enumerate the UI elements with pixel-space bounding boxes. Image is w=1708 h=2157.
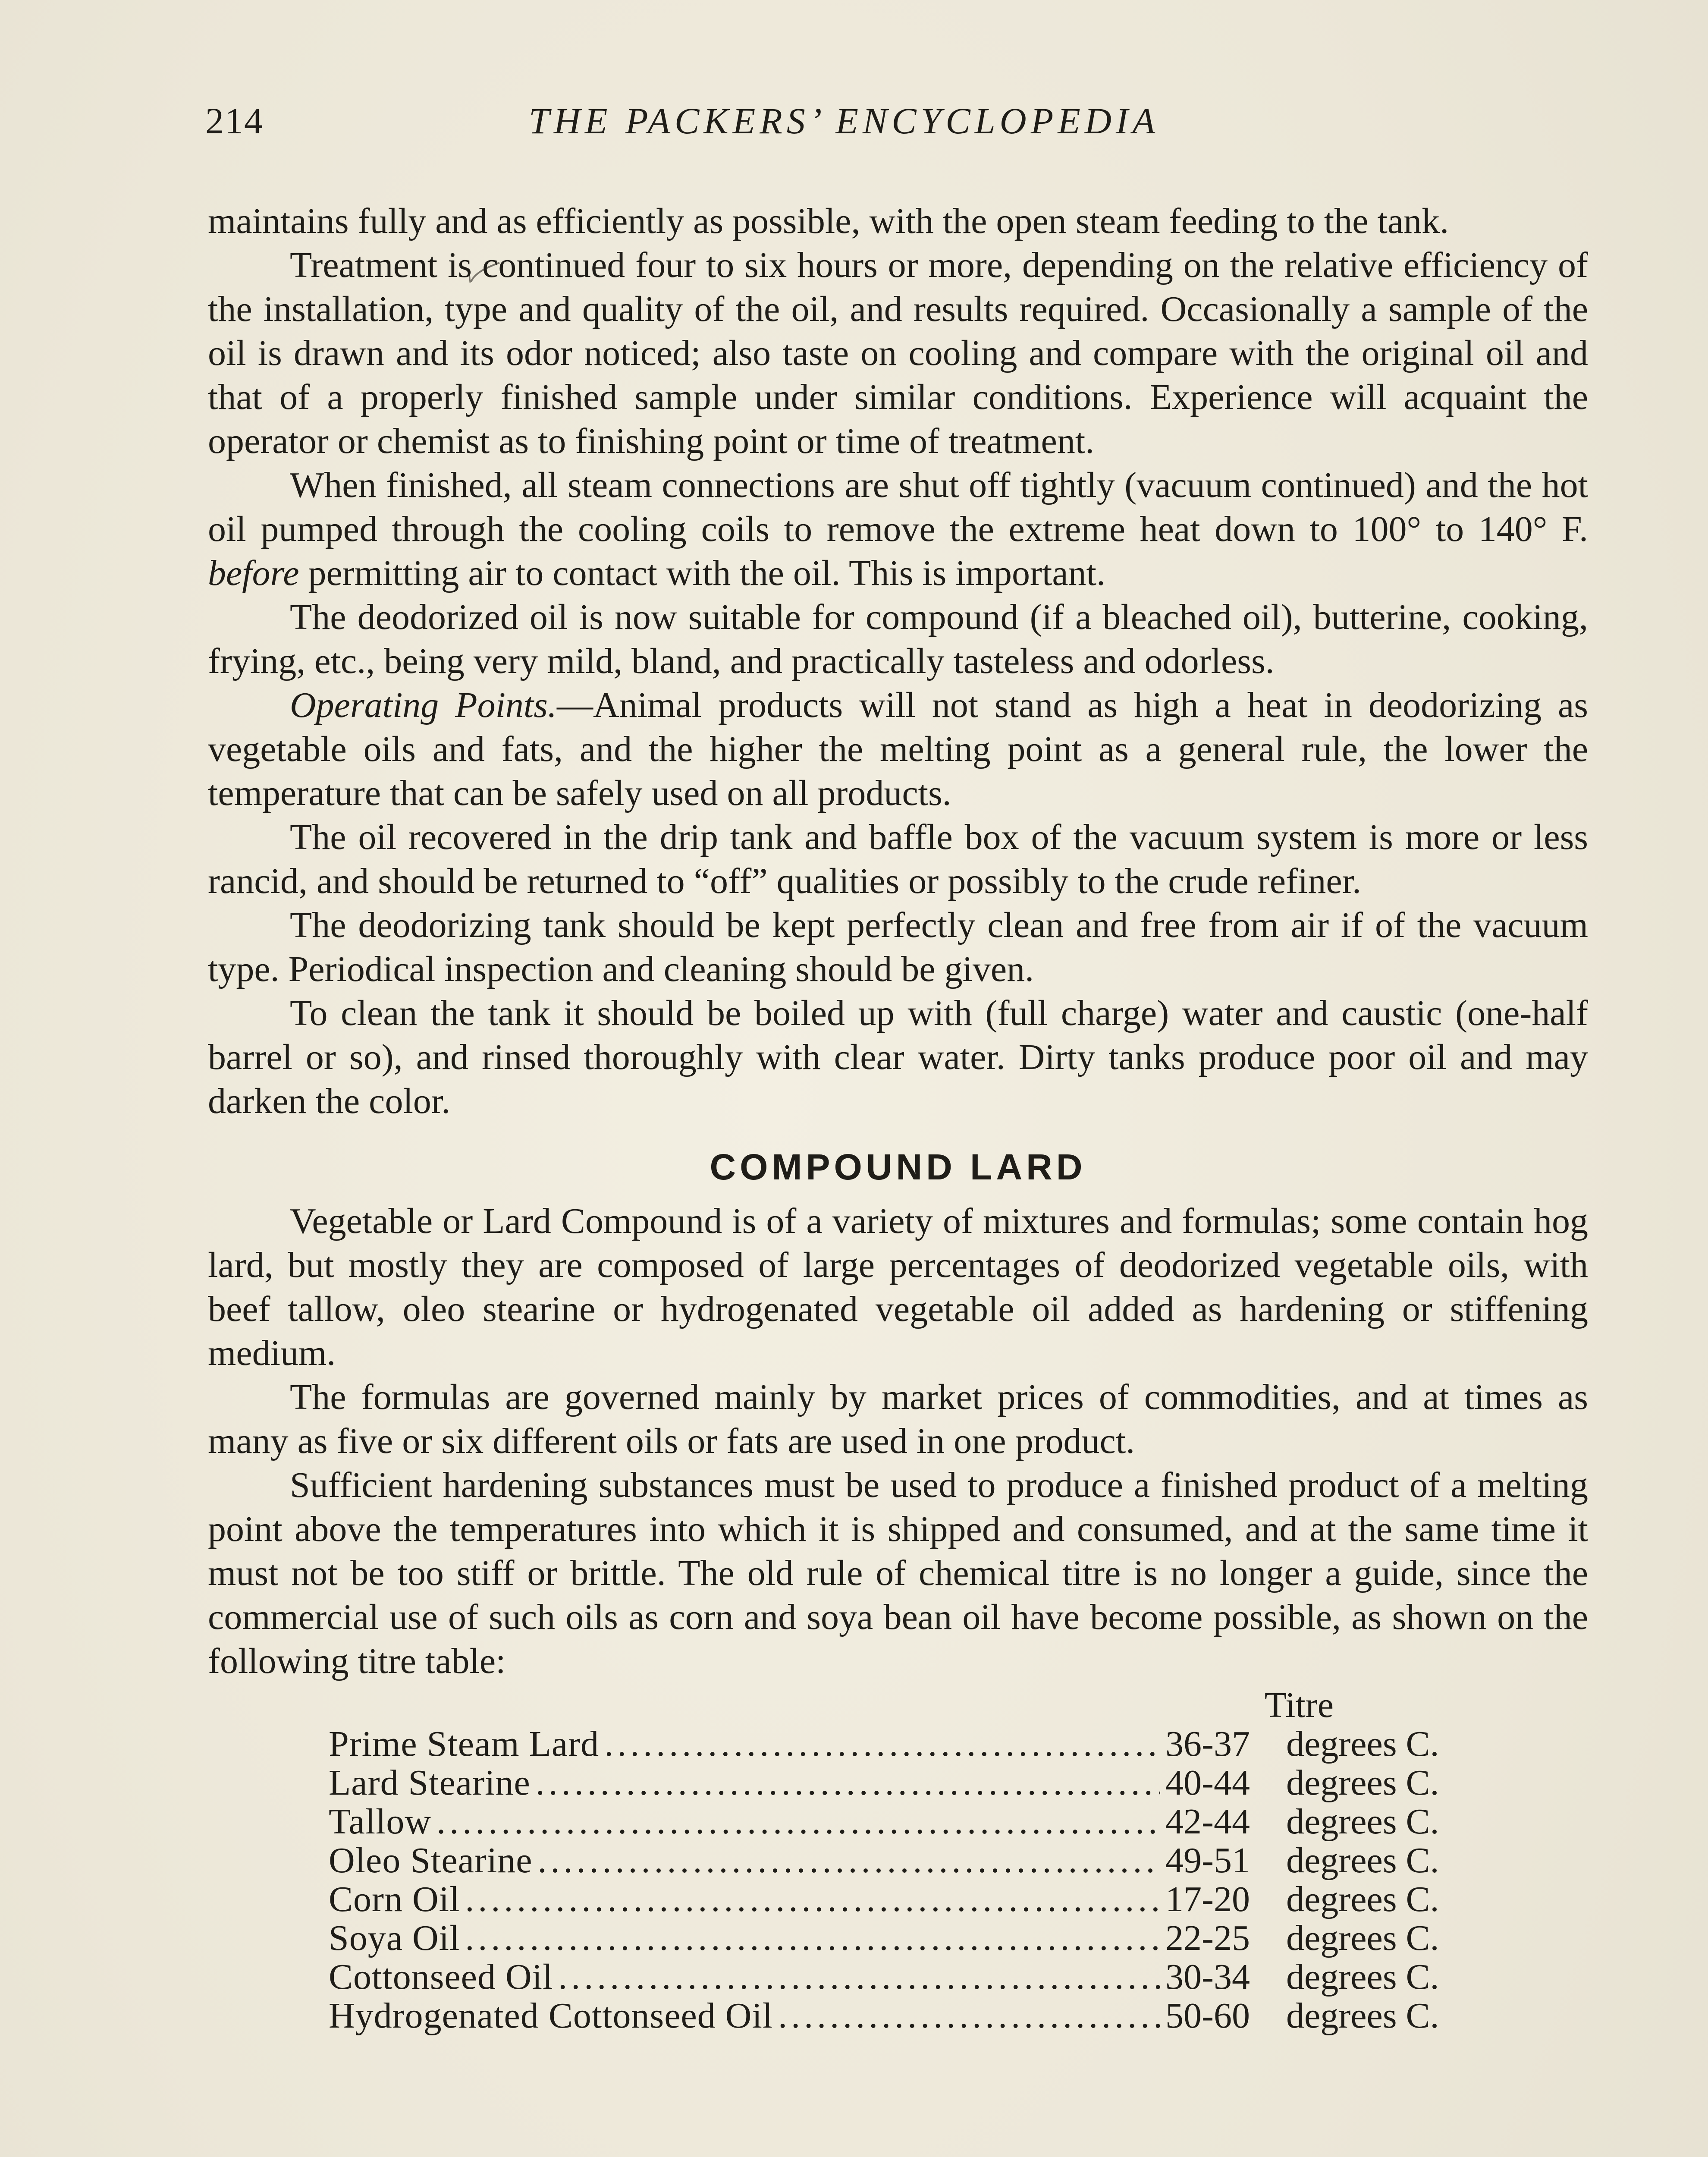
paragraph: Vegetable or Lard Compound is of a variety of mixtures and formulas; some contain hog lard, but mostly they are composed of large percentages of deodorized vegetable oils, with beef tallow, oleo stearine or hydrogenated vegetable oil added as hardening or stiffening medium. [208,1201,1588,1373]
table-row-value: 36-37 [1165,1724,1250,1764]
table-row-value: 42-44 [1165,1802,1250,1842]
dot-leader [536,1764,1160,1802]
table-row-value: 50-60 [1165,1996,1250,2036]
table-row-name: Corn Oil [329,1879,460,1919]
dot-leader [558,1958,1160,1997]
table-row-name: Hydrogenated Cottonseed Oil [329,1996,773,2036]
emphasis-text: before [208,553,299,593]
paragraph-text: When finished, all steam connections are shut off tightly (vacuum continued) and the hot oil pumped through the cooling coils to remove the extreme heat down to 100° to 140° F. [208,465,1588,549]
table-row-unit: degrees C. [1286,1879,1439,1919]
table-row-name: Cottonseed Oil [329,1957,553,1997]
table-row-unit: degrees C. [1286,1763,1439,1803]
paragraph: The deodorizing tank should be kept perfectly clean and free from air if of the vacuum type. Periodical inspection and cleaning should be given. [208,905,1588,989]
page-number: 214 [205,100,264,141]
running-head-title: THE PACKERS’ ENCYCLOPEDIA [529,100,1160,141]
dot-leader [604,1725,1160,1764]
table-row-value: 49-51 [1165,1840,1250,1880]
paragraph: maintains fully and as efficiently as possible, with the open steam feeding to the tank. [208,201,1449,241]
table-row-value: 22-25 [1165,1918,1250,1958]
body-text [208,199,1588,2035]
table-row-name: Soya Oil [329,1918,460,1958]
paragraph [208,463,1588,595]
dot-leader [465,1919,1160,1958]
table-row-unit: degrees C. [1286,1918,1439,1958]
table-row-unit: degrees C. [1286,1957,1439,1997]
table-row [329,1764,1476,1802]
table-row-unit: degrees C. [1286,1840,1439,1880]
paragraph: The formulas are governed mainly by market prices of commodities, and at times as many as five or six different oils or fats are used in one product. [208,1377,1588,1461]
paragraph: To clean the tank it should be boiled up with (full charge) water and caustic (one-half barrel or so), and rinsed thoroughly with clear water. Dirty tanks produce poor oil and may darken the color. [208,993,1588,1121]
table-row-value: 30-34 [1165,1957,1250,1997]
table-row-value: 17-20 [1165,1879,1250,1919]
table-row [329,1880,1476,1919]
dot-leader [436,1802,1160,1841]
dot-leader [778,1997,1160,2035]
dot-leader [538,1841,1161,1880]
paragraph-lead: Operating Points. [290,685,557,725]
paragraph: Treatment is continued four to six hours or more, depending on the relative efficiency of the installation, type and quality of the oil, and results required. Occasionally a sample of the oil is drawn and its odor noticed; also taste on cooling and compare with the original oil and that of a properly finished sample under similar conditions. Experience will acquaint the operator or chemist as to finishing point or time of treatment. [208,245,1588,461]
table-row-unit: degrees C. [1286,1724,1439,1764]
table-row [329,1841,1476,1880]
table-row-unit: degrees C. [1286,1996,1439,2036]
table-row [329,1725,1476,1764]
paragraph-text: —Animal products will not stand as high a heat in deodorizing as vegetable oils and fats, and the higher the melting point as a general rule, the lower the temperature that can be safely used on all products. [208,685,1588,813]
table-row [329,1919,1476,1958]
titre-table-header: Titre [1264,1685,1334,1725]
table-row-value: 40-44 [1165,1763,1250,1803]
table-row-unit: degrees C. [1286,1802,1439,1842]
paragraph: Sufficient hardening substances must be used to produce a finished product of a melting point above the temperatures into which it is shipped and consumed, and at the same time it must not be too stiff or brittle. The old rule of chemical titre is no longer a guide, since the commercial use of such oils as corn and soya bean oil have become possible, as shown on the following titre table: [208,1465,1588,1681]
table-row-name: Lard Stearine [329,1763,531,1803]
running-head [205,99,1258,151]
titre-table [329,1686,1476,2035]
table-row-name: Oleo Stearine [329,1840,533,1880]
table-row-name: Tallow [329,1802,432,1842]
paragraph: The deodorized oil is now suitable for compound (if a bleached oil), butterine, cooking, frying, etc., being very mild, bland, and practically tasteless and odorless. [208,597,1588,681]
table-row [329,1997,1476,2035]
paragraph-text: permitting air to contact with the oil. This is important. [299,553,1105,593]
table-row-name: Prime Steam Lard [329,1724,600,1764]
table-row [329,1958,1476,1997]
section-heading: COMPOUND LARD [710,1147,1086,1187]
dot-leader [465,1880,1160,1919]
paragraph [208,683,1588,815]
paragraph: The oil recovered in the drip tank and baffle box of the vacuum system is more or less rancid, and should be returned to “off” qualities or possibly to the crude refiner. [208,817,1588,901]
table-row [329,1802,1476,1841]
